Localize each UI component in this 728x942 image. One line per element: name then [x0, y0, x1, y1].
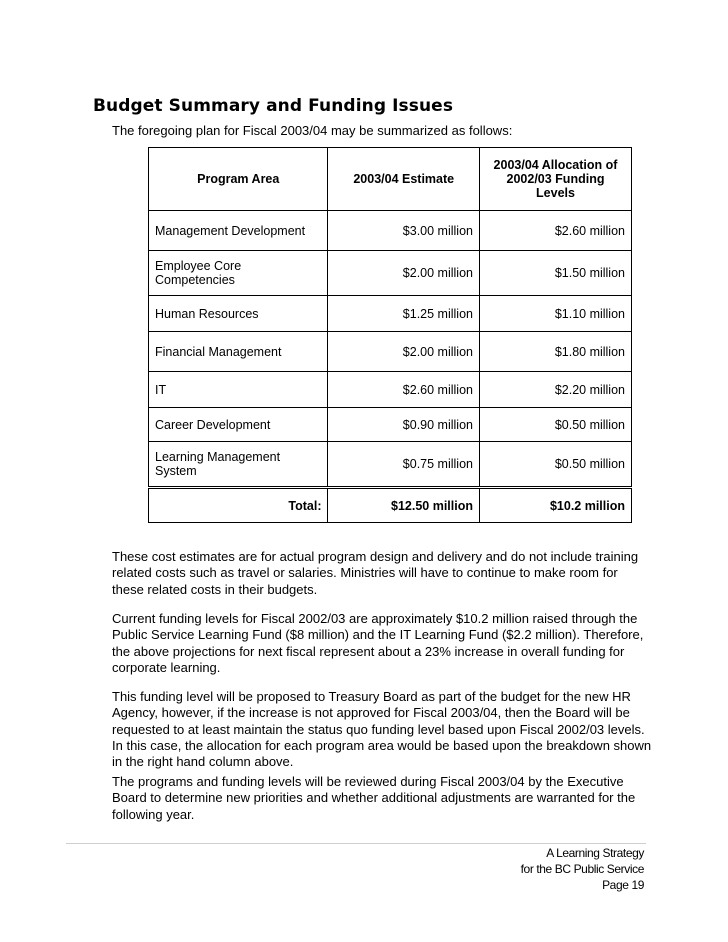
cell-program-area: Learning Management System [149, 442, 328, 488]
table-row [149, 372, 632, 408]
cell-allocation: $2.60 million [479, 211, 631, 251]
total-label: Total: [149, 488, 328, 523]
table-header-row [149, 148, 632, 211]
footer-divider [66, 843, 646, 844]
cell-estimate: $0.75 million [328, 442, 480, 488]
table-row [149, 442, 632, 488]
cell-estimate: $0.90 million [328, 408, 480, 442]
cell-program-area: Financial Management [149, 332, 328, 372]
cell-program-area: IT [149, 372, 328, 408]
cell-allocation: $0.50 million [479, 408, 631, 442]
cell-allocation: $2.20 million [479, 372, 631, 408]
total-estimate: $12.50 million [328, 488, 480, 523]
table-row [149, 251, 632, 296]
table-row [149, 332, 632, 372]
header-allocation: 2003/04 Allocation of 2002/03 Funding Levels [479, 148, 631, 211]
cell-estimate: $1.25 million [328, 296, 480, 332]
budget-summary-table [148, 147, 632, 523]
table-row [149, 211, 632, 251]
page-footer [521, 845, 644, 893]
footer-doc-subtitle: for the BC Public Service [520, 862, 644, 876]
cell-allocation: $0.50 million [479, 442, 631, 488]
table-total-row [149, 488, 632, 523]
header-estimate: 2003/04 Estimate [328, 148, 480, 211]
cell-allocation: $1.10 million [479, 296, 631, 332]
section-title: Budget Summary and Funding Issues [93, 96, 454, 116]
page-number: Page 19 [602, 878, 644, 892]
table-row [149, 296, 632, 332]
total-allocation: $10.2 million [479, 488, 631, 523]
cell-estimate: $3.00 million [328, 211, 480, 251]
cell-allocation: $1.80 million [479, 332, 631, 372]
cell-program-area: Career Development [149, 408, 328, 442]
footer-doc-title: A Learning Strategy [546, 846, 644, 860]
cell-program-area: Management Development [149, 211, 328, 251]
paragraph-current-funding: Current funding levels for Fiscal 2002/03 are approximately $10.2 million raised through the Public Service Learning Fund ($8 million) and the IT Learning Fund ($2.2 million). Therefore, the above projections for next fiscal represent about a 23% increase in overall funding for corporate learning. [112, 611, 644, 675]
table-row [149, 408, 632, 442]
paragraph-treasury-board: This funding level will be proposed to Treasury Board as part of the budget for the new HR Agency, however, if the increase is not approved for Fiscal 2003/04, then the Board will be requested to at least maintain the status quo funding level based upon Fiscal 2002/03 levels. In this case, the allocation for each program area would be based upon the breakdown shown in the right hand column above. [112, 689, 652, 770]
paragraph-cost-estimates: These cost estimates are for actual program design and delivery and do not include training related costs such as travel or salaries. Ministries will have to continue to make room for these related costs in their budgets. [112, 549, 639, 597]
cell-estimate: $2.00 million [328, 251, 480, 296]
cell-estimate: $2.00 million [328, 332, 480, 372]
cell-program-area: Employee Core Competencies [149, 251, 328, 296]
header-program-area: Program Area [149, 148, 328, 211]
cell-program-area: Human Resources [149, 296, 328, 332]
cell-allocation: $1.50 million [479, 251, 631, 296]
cell-estimate: $2.60 million [328, 372, 480, 408]
paragraph-review: The programs and funding levels will be reviewed during Fiscal 2003/04 by the Executive Board to determine new priorities and whether additional adjustments are warranted for the following year. [112, 774, 636, 822]
intro-text: The foregoing plan for Fiscal 2003/04 may be summarized as follows: [112, 123, 513, 138]
